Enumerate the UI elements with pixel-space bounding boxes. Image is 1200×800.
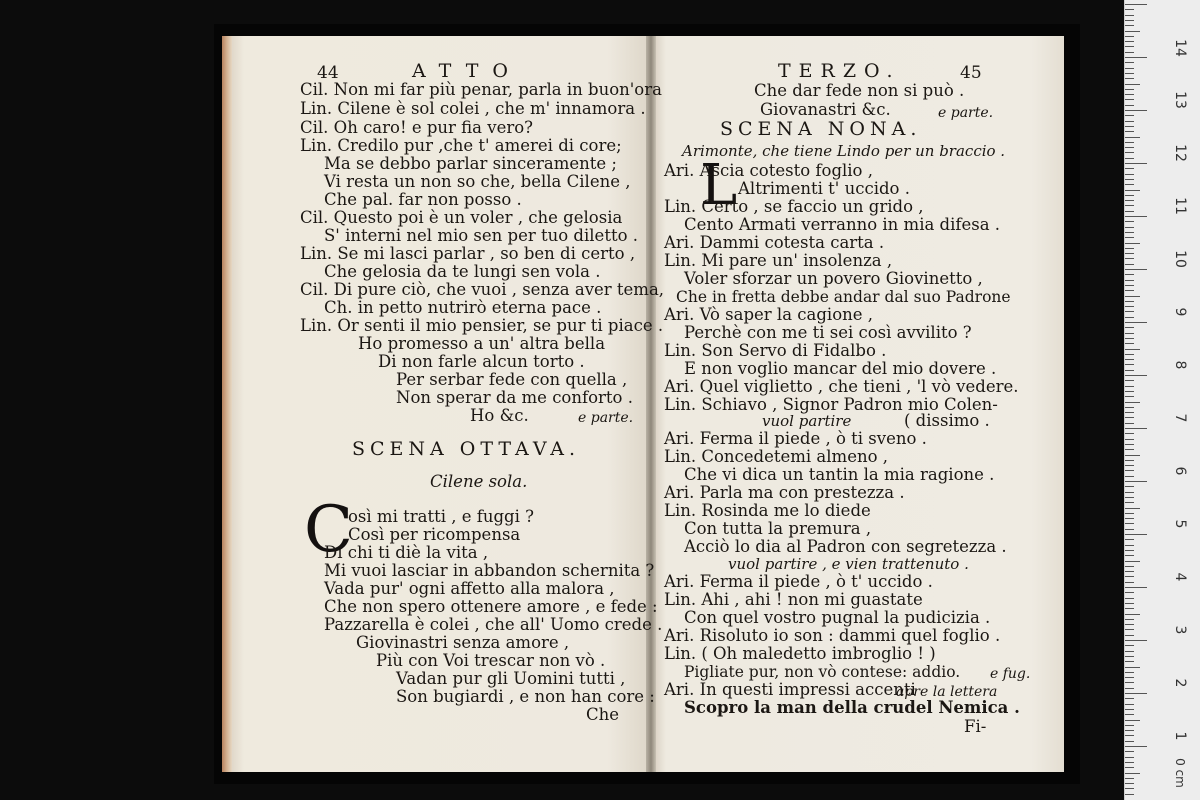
ruler-tick xyxy=(1125,534,1147,535)
ruler-tick xyxy=(1125,794,1134,795)
ruler-number: 13 xyxy=(1172,91,1188,109)
ruler-number: 4 xyxy=(1172,572,1188,582)
ruler-tick xyxy=(1125,89,1134,90)
text-line: Così per ricompensa xyxy=(348,525,521,544)
ruler-tick xyxy=(1125,576,1134,577)
ruler-tick xyxy=(1125,677,1134,678)
ruler-tick xyxy=(1125,78,1134,79)
text-line: Voler sforzar un povero Giovinetto , xyxy=(684,269,983,288)
text-line: Cil. Oh caro! e pur fia vero? xyxy=(300,118,534,137)
text-line: Lin. Credilo pur ,che t' amerei di core; xyxy=(300,136,622,155)
ruler-tick xyxy=(1125,248,1134,249)
stage-direction: vuol partire , e vien trattenuto . xyxy=(728,555,969,573)
text-line: Vi resta un non so che, bella Cilene , xyxy=(324,172,631,191)
drop-cap: C xyxy=(304,493,353,567)
ruler-tick xyxy=(1125,730,1134,731)
ruler-tick xyxy=(1125,571,1134,572)
text-line: Ari. Ferma il piede , ò t' uccido . xyxy=(664,572,933,591)
ruler-tick xyxy=(1125,460,1134,461)
ruler-tick xyxy=(1125,773,1140,774)
text-line: Per serbar fede con quella , xyxy=(396,370,628,389)
text-line: Ari. Risoluto io son : dammi quel foglio . xyxy=(664,626,1001,645)
text-line: Con tutta la premura , xyxy=(684,519,872,538)
text-line: Vadan pur gli Uomini tutti , xyxy=(396,669,626,688)
ruler-tick xyxy=(1125,486,1134,487)
ruler-tick xyxy=(1125,380,1134,381)
text-line: Ari. Parla ma con prestezza . xyxy=(664,483,905,502)
scene-characters: Cilene sola. xyxy=(430,472,528,491)
ruler-tick xyxy=(1125,709,1134,710)
text-line: Lin. Concedetemi almeno , xyxy=(664,447,889,466)
ruler-tick xyxy=(1125,163,1147,164)
ruler-tick xyxy=(1125,290,1134,291)
ruler-tick xyxy=(1125,741,1134,742)
text-line: Che in fretta debbe andar dal suo Padrone xyxy=(676,288,1011,306)
ruler-tick xyxy=(1125,767,1134,768)
ruler-tick xyxy=(1125,15,1134,16)
ruler-number: 5 xyxy=(1172,519,1188,529)
ruler-tick xyxy=(1125,417,1134,418)
ruler-tick xyxy=(1125,508,1140,509)
ruler-tick xyxy=(1125,333,1134,334)
ruler-tick xyxy=(1125,52,1134,53)
ruler-tick xyxy=(1125,200,1134,201)
ruler-tick xyxy=(1125,667,1140,668)
ruler-tick xyxy=(1125,513,1134,514)
text-line: Acciò lo dia al Padron con segretezza . xyxy=(684,537,1007,556)
ruler-tick xyxy=(1125,555,1134,556)
ruler-tick xyxy=(1125,4,1147,5)
ruler-tick xyxy=(1125,322,1147,323)
ruler-tick xyxy=(1125,258,1134,259)
ruler-tick xyxy=(1125,423,1134,424)
ruler-tick xyxy=(1125,370,1134,371)
ruler-tick xyxy=(1125,359,1134,360)
ruler-tick xyxy=(1125,545,1134,546)
ruler-tick xyxy=(1125,518,1134,519)
ruler-tick xyxy=(1125,126,1134,127)
ruler-tick xyxy=(1125,444,1134,445)
text-line: Lin. Certo , se faccio un grido , xyxy=(664,197,924,216)
ruler-tick xyxy=(1125,110,1147,111)
text-line: Cento Armati verranno in mia difesa . xyxy=(684,215,1001,234)
ruler-tick xyxy=(1125,327,1134,328)
ruler-tick xyxy=(1125,168,1134,169)
ruler-tick xyxy=(1125,561,1140,562)
ruler-tick xyxy=(1125,306,1134,307)
text-line: Che dar fede non si può . xyxy=(754,81,965,100)
ruler-tick xyxy=(1125,407,1134,408)
ruler-tick xyxy=(1125,402,1140,403)
ruler-tick xyxy=(1125,232,1134,233)
ruler-tick xyxy=(1125,465,1134,466)
ruler-tick xyxy=(1125,582,1134,583)
text-line: Lin. Or senti il mio pensier, se pur ti piace . xyxy=(300,316,664,335)
measuring-ruler xyxy=(1124,0,1200,800)
ruler-tick xyxy=(1125,523,1134,524)
ruler-tick xyxy=(1125,587,1147,588)
ruler-tick xyxy=(1125,656,1134,657)
left-page-number: 44 xyxy=(317,63,339,83)
scene-title: SCENA NONA. xyxy=(720,118,922,140)
text-line: Mi vuoi lasciar in abbandon schernita ? xyxy=(324,561,655,580)
ruler-tick xyxy=(1125,25,1134,26)
ruler-tick xyxy=(1125,539,1134,540)
ruler-tick xyxy=(1125,221,1134,222)
text-line: Ari. In questi impressi accenti xyxy=(664,680,916,699)
ruler-tick xyxy=(1125,598,1134,599)
ruler-tick xyxy=(1125,645,1134,646)
text-line: osì mi tratti , e fuggi ? xyxy=(348,507,534,526)
ruler-tick xyxy=(1125,502,1134,503)
ruler-tick xyxy=(1125,778,1134,779)
ruler-tick xyxy=(1125,147,1134,148)
book-gutter xyxy=(646,36,656,772)
ruler-tick xyxy=(1125,142,1134,143)
ruler-tick xyxy=(1125,640,1147,641)
text-line: Che vi dica un tantin la mia ragione . xyxy=(684,465,995,484)
ruler-tick xyxy=(1125,428,1147,429)
ruler-tick xyxy=(1125,158,1134,159)
exit-note: e parte. xyxy=(578,410,634,426)
catchword: Fi- xyxy=(964,717,987,736)
ruler-tick xyxy=(1125,264,1134,265)
ruler-tick xyxy=(1125,62,1134,63)
left-running-head: ATTO xyxy=(412,60,522,82)
ruler-tick xyxy=(1125,349,1140,350)
ruler-tick xyxy=(1125,20,1134,21)
ruler-tick xyxy=(1125,529,1134,530)
ruler-tick xyxy=(1125,68,1134,69)
ruler-tick xyxy=(1125,343,1134,344)
text-line: Cil. Di pure ciò, che vuoi , senza aver tema, xyxy=(300,280,665,299)
stage-direction: apre la lettera xyxy=(896,684,998,700)
ruler-tick xyxy=(1125,269,1147,270)
ruler-tick xyxy=(1125,121,1134,122)
ruler-tick xyxy=(1125,449,1134,450)
ruler-tick xyxy=(1125,73,1134,74)
text-line: Ari. Ascia cotesto foglio , xyxy=(664,161,873,180)
ruler-number: 1 xyxy=(1172,731,1188,741)
ruler-tick xyxy=(1125,783,1134,784)
ruler-tick xyxy=(1125,131,1134,132)
text-line: Pigliate pur, non vò contese: addio. xyxy=(684,663,961,681)
ruler-tick xyxy=(1125,338,1134,339)
ruler-tick xyxy=(1125,651,1134,652)
text-line: Più con Voi trescar non vò . xyxy=(376,651,606,670)
ruler-tick xyxy=(1125,46,1134,47)
ruler-tick xyxy=(1125,41,1134,42)
ruler-tick xyxy=(1125,184,1134,185)
ruler-number: 6 xyxy=(1172,466,1188,476)
ruler-number: 3 xyxy=(1172,625,1188,635)
ruler-tick xyxy=(1125,635,1134,636)
ruler-number: 0 cm xyxy=(1173,758,1187,788)
ruler-tick xyxy=(1125,751,1134,752)
ruler-tick xyxy=(1125,115,1134,116)
ruler-number: 7 xyxy=(1172,413,1188,423)
ruler-tick xyxy=(1125,619,1134,620)
ruler-tick xyxy=(1125,746,1147,747)
right-page-number: 45 xyxy=(960,63,982,83)
ruler-number: 11 xyxy=(1172,197,1188,215)
text-line: Ari. Ferma il piede , ò ti sveno . xyxy=(664,429,927,448)
text-line: Lin. Se mi lasci parlar , so ben di certo , xyxy=(300,244,636,263)
ruler-tick xyxy=(1125,693,1147,694)
text-line: Ho &c. xyxy=(470,406,529,425)
text-line: Ari. Vò saper la cagione , xyxy=(664,305,874,324)
ruler-tick xyxy=(1125,698,1134,699)
ruler-tick xyxy=(1125,757,1134,758)
ruler-tick xyxy=(1125,497,1134,498)
ruler-tick xyxy=(1125,243,1140,244)
text-line: Ari. Dammi cotesta carta . xyxy=(664,233,885,252)
ruler-tick xyxy=(1125,195,1134,196)
text-line: Ma se debbo parlar sinceramente ; xyxy=(324,154,617,173)
ruler-tick xyxy=(1125,492,1134,493)
ruler-tick xyxy=(1125,396,1134,397)
page-edge xyxy=(222,36,232,772)
ruler-tick xyxy=(1125,285,1134,286)
text-line: Altrimenti t' uccido . xyxy=(738,179,910,198)
ruler-tick xyxy=(1125,720,1140,721)
ruler-tick xyxy=(1125,566,1134,567)
ruler-tick xyxy=(1125,629,1134,630)
exit-note: e parte. xyxy=(938,105,994,121)
ruler-tick xyxy=(1125,105,1134,106)
text-line: Son bugiardi , e non han core : xyxy=(396,687,655,706)
text-line: Lin. Schiavo , Signor Padron mio Colen- xyxy=(664,395,998,414)
ruler-tick xyxy=(1125,301,1134,302)
ruler-tick xyxy=(1125,672,1134,673)
catchword: Che xyxy=(586,705,620,724)
ruler-tick xyxy=(1125,137,1140,138)
text-line: Lin. ( Oh maledetto imbroglio ! ) xyxy=(664,644,936,663)
text-line: E non voglio mancar del mio dovere . xyxy=(684,359,997,378)
text-line: Lin. Rosinda me lo diede xyxy=(664,501,871,520)
text-line: Lin. Son Servo di Fidalbo . xyxy=(664,341,887,360)
ruler-tick xyxy=(1125,237,1134,238)
ruler-tick xyxy=(1125,608,1134,609)
text-line: Lin. Mi pare un' insolenza , xyxy=(664,251,893,270)
text-line: Con quel vostro pugnal la pudicizia . xyxy=(684,608,991,627)
ruler-number: 14 xyxy=(1172,39,1188,57)
ruler-tick xyxy=(1125,661,1134,662)
drop-cap: L xyxy=(700,153,738,218)
ruler-tick xyxy=(1125,57,1147,58)
split-word-end: ( dissimo . xyxy=(904,411,990,430)
ruler-tick xyxy=(1125,386,1134,387)
ruler-tick xyxy=(1125,433,1134,434)
ruler-tick xyxy=(1125,762,1134,763)
ruler-tick xyxy=(1125,603,1134,604)
ruler-tick xyxy=(1125,375,1147,376)
ruler-tick xyxy=(1125,725,1134,726)
text-line: Cil. Non mi far più penar, parla in buon'ora xyxy=(300,80,662,99)
ruler-tick xyxy=(1125,682,1134,683)
ruler-tick xyxy=(1125,84,1140,85)
ruler-number: 10 xyxy=(1172,250,1188,268)
text-line: Di chi ti diè la vita , xyxy=(324,543,489,562)
ruler-tick xyxy=(1125,704,1134,705)
ruler-tick xyxy=(1125,688,1134,689)
text-line: Che pal. far non posso . xyxy=(324,190,522,209)
text-line: Giovinastri senza amore , xyxy=(356,633,570,652)
ruler-tick xyxy=(1125,311,1134,312)
text-line: Giovanastri &c. xyxy=(760,100,891,119)
ruler-tick xyxy=(1125,614,1140,615)
ruler-tick xyxy=(1125,216,1147,217)
ruler-tick xyxy=(1125,788,1134,789)
ruler-number: 8 xyxy=(1172,360,1188,370)
ruler-tick xyxy=(1125,205,1134,206)
ruler-tick xyxy=(1125,190,1140,191)
ruler-tick xyxy=(1125,481,1147,482)
ruler-number: 9 xyxy=(1172,307,1188,317)
text-line: Di non farle alcun torto . xyxy=(378,352,585,371)
ruler-tick xyxy=(1125,211,1134,212)
ruler-tick xyxy=(1125,31,1140,32)
ruler-tick xyxy=(1125,296,1140,297)
text-line: Perchè con me ti sei così avvilito ? xyxy=(684,323,972,342)
ruler-tick xyxy=(1125,476,1134,477)
text-line: Scopro la man della crudel Nemica . xyxy=(684,698,1020,717)
text-line: Non sperar da me conforto . xyxy=(396,388,633,407)
ruler-number: 12 xyxy=(1172,144,1188,162)
ruler-tick xyxy=(1125,99,1134,100)
ruler-tick xyxy=(1125,317,1134,318)
ruler-tick xyxy=(1125,714,1134,715)
ruler-tick xyxy=(1125,227,1134,228)
text-line: Vada pur' ogni affetto alla malora , xyxy=(324,579,615,598)
text-line: Ho promesso a un' altra bella xyxy=(358,334,606,353)
ruler-tick xyxy=(1125,735,1134,736)
text-line: Che non spero ottenere amore , e fede : xyxy=(324,597,658,616)
text-line: Cil. Questo poi è un voler , che gelosia xyxy=(300,208,623,227)
ruler-tick xyxy=(1125,412,1134,413)
ruler-tick xyxy=(1125,455,1140,456)
text-line: Pazzarella è colei , che all' Uomo crede . xyxy=(324,615,663,634)
right-running-head: TERZO. xyxy=(778,60,901,82)
ruler-tick xyxy=(1125,550,1134,551)
ruler-number: 2 xyxy=(1172,678,1188,688)
text-line: Che gelosia da te lungi sen vola . xyxy=(324,262,601,281)
ruler-tick xyxy=(1125,36,1134,37)
exit-note: e fug. xyxy=(990,666,1031,682)
text-line: Lin. Ahi , ahi ! non mi guastate xyxy=(664,590,923,609)
ruler-tick xyxy=(1125,364,1134,365)
ruler-tick xyxy=(1125,624,1134,625)
ruler-tick xyxy=(1125,354,1134,355)
ruler-tick xyxy=(1125,391,1134,392)
ruler-tick xyxy=(1125,152,1134,153)
ruler-tick xyxy=(1125,174,1134,175)
ruler-tick xyxy=(1125,94,1134,95)
ruler-tick xyxy=(1125,592,1134,593)
ruler-tick xyxy=(1125,280,1134,281)
ruler-tick xyxy=(1125,9,1134,10)
text-line: Ch. in petto nutrirò eterna pace . xyxy=(324,298,602,317)
scene-characters: Arimonte, che tiene Lindo per un braccio . xyxy=(682,142,1006,160)
ruler-tick xyxy=(1125,439,1134,440)
ruler-tick xyxy=(1125,253,1134,254)
ruler-tick xyxy=(1125,179,1134,180)
text-line: Lin. Cilene è sol colei , che m' innamora . xyxy=(300,99,646,118)
text-line: Ari. Quel viglietto , che tieni , 'l vò vedere. xyxy=(664,377,1019,396)
ruler-tick xyxy=(1125,470,1134,471)
scene-title: SCENA OTTAVA. xyxy=(352,438,581,460)
ruler-tick xyxy=(1125,274,1134,275)
stage-direction: vuol partire xyxy=(762,412,852,430)
text-line: S' interni nel mio sen per tuo diletto . xyxy=(324,226,638,245)
